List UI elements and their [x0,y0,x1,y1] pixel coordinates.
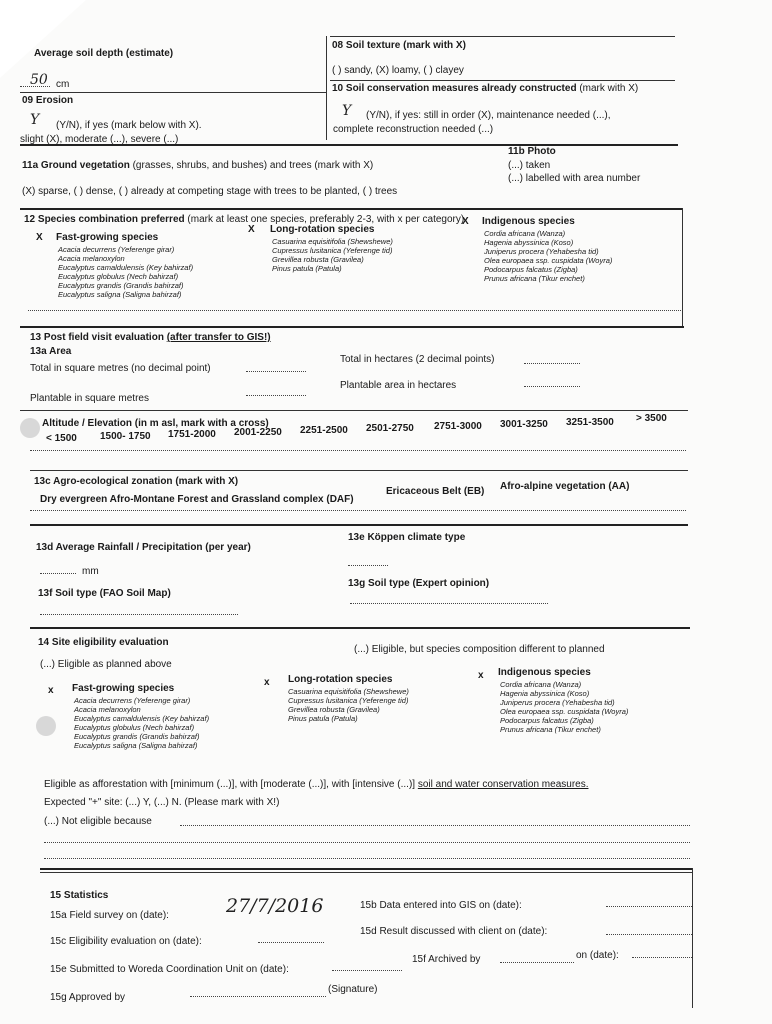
s13c-daf: Dry evergreen Afro-Montane Forest and Grassland complex (DAF) [40,494,354,505]
list-item: Eucalyptus globulus (Nech bahirzaf) [74,723,195,732]
s12-long-list [272,237,393,273]
list-item: Casuarina equisitifolia (Shewshewe) [288,687,409,696]
s11b-label: 11b Photo [508,146,556,157]
s14-fast-x: x [48,685,54,696]
list-item: Eucalyptus camaldulensis (Key bahirzaf) [58,263,194,272]
s13b-range: 1500- 1750 [100,431,151,442]
list-item: Prunus africana (Tikur enchet) [500,725,601,734]
s15a-label: 15a Field survey on (date): [50,910,169,921]
s10-label: 10 Soil conservation measures already constructed (mark with X) [332,83,639,94]
s13b-range: > 3500 [636,413,667,424]
s08-label: 08 Soil texture (mark with X) [332,40,466,51]
s13b-range: 2251-2500 [300,425,348,436]
list-item: Pinus patula (Patula) [288,714,358,723]
s13-total-ha: Total in hectares (2 decimal points) [340,354,495,365]
s14-indig-x: x [478,670,484,681]
s15c-label: 15c Eligibility evaluation on (date): [50,936,202,947]
list-item: Acacia melanoxylon [58,254,125,263]
s14-fast-title: Fast-growing species [72,683,175,694]
s13b-range: 2001-2250 [234,427,282,438]
list-item: Eucalyptus grandis (Grandis bahirzaf) [58,281,184,290]
s12-long-x: X [248,224,255,235]
s12-indig-list [484,229,612,283]
s13-plant-ha: Plantable area in hectares [340,380,457,391]
s13b-range: 2501-2750 [366,423,414,434]
s07-value: 50 [30,72,48,88]
s12-long-title: Long-rotation species [270,224,375,235]
s15e-label: 15e Submitted to Woreda Coordination Unit on (date): [50,964,289,975]
s13c-eb: Ericaceous Belt (EB) [386,486,485,497]
list-item: Grevillea robusta (Gravilea) [272,255,364,264]
list-item: Casuarina equisitifolia (Shewshewe) [272,237,393,246]
list-item: Pinus patula (Patula) [272,264,342,273]
s07-label: Average soil depth (estimate) [34,48,174,59]
s13-total-m2: Total in square metres (no decimal point) [30,363,211,374]
list-item: Acacia decurrens (Yeferenge girar) [58,245,175,254]
s13b-range: 3251-3500 [566,417,614,428]
s13f-label: 13f Soil type (FAO Soil Map) [38,588,171,599]
s10-line1: (Y/N), if yes: still in order (X), maintenance needed (...), [366,110,611,121]
s15g-signature: (Signature) [328,984,378,995]
s14-planned: (...) Eligible as planned above [40,659,172,670]
s13d-unit: mm [82,566,99,577]
list-item: Cupressus lusitanica (Yeferenge tid) [272,246,393,255]
s13d-label: 13d Average Rainfall / Precipitation (per year) [36,542,251,553]
folded-corner [0,0,86,78]
s13e-label: 13e Köppen climate type [348,532,466,543]
s11a-label: 11a Ground vegetation (grasses, shrubs, and bushes) and trees (mark with X) [22,160,374,171]
list-item: Podocarpus falcatus (Zigba) [484,265,578,274]
s13b-range: 1751-2000 [168,429,216,440]
s13c-label: 13c Agro-ecological zonation (mark with X) [34,476,239,487]
s15f-on: on (date): [576,950,619,961]
s09-label: 09 Erosion [22,95,74,106]
s14-indig-title: Indigenous species [498,667,591,678]
s14-fast-list [74,696,209,750]
s15-title: 15 Statistics [50,890,109,901]
s14-afforestation: Eligible as afforestation with [minimum (...)], with [moderate (...)], with [intensive (...)] soil and water conservation measures. [44,779,589,790]
list-item: Prunus africana (Tikur enchet) [484,274,585,283]
s09-options: slight (X), moderate (...), severe (...) [20,134,179,145]
s13a-label: 13a Area [30,346,72,357]
s13b-range: 3001-3250 [500,419,548,430]
list-item: Eucalyptus camaldulensis (Key bahirzaf) [74,714,210,723]
list-item: Olea europaea ssp. cuspidata (Woyra) [500,707,629,716]
s12-label: 12 Species combination preferred (mark at least one species, preferably 2-3, with x per category) [24,214,465,225]
punch-hole [20,418,40,438]
s14-label: 14 Site eligibility evaluation [38,637,169,648]
s10-line2: complete reconstruction needed (...) [333,124,494,135]
s14-long-list [288,687,409,723]
list-item: Juniperus procera (Yehabesha tid) [484,247,599,256]
s15d-label: 15d Result discussed with client on (date): [360,926,548,937]
s12-fast-list [58,245,193,299]
s12-indig-x: X [462,216,469,227]
s07-unit: cm [56,79,70,90]
s11b-taken: (...) taken [508,160,551,171]
list-item: Juniperus procera (Yehabesha tid) [500,698,615,707]
s14-long-title: Long-rotation species [288,674,393,685]
s12-fast-title: Fast-growing species [56,232,159,243]
s15g-label: 15g Approved by [50,992,126,1003]
list-item: Eucalyptus grandis (Grandis bahirzaf) [74,732,200,741]
s08-options: ( ) sandy, (X) loamy, ( ) clayey [332,65,464,76]
list-item: Cupressus lusitanica (Yeferenge tid) [288,696,409,705]
s15a-value: 27/7/2016 [226,895,324,917]
list-item: Hagenia abyssinica (Koso) [484,238,574,247]
list-item: Eucalyptus globulus (Nech bahirzaf) [58,272,179,281]
s09-value: Y [30,112,40,128]
s11a-options: (X) sparse, ( ) dense, ( ) already at competing stage with trees to be planted, ( ) trees [22,186,398,197]
s14-indig-list [500,680,628,734]
s14-not-eligible: (...) Not eligible because [44,816,152,827]
list-item: Podocarpus falcatus (Zigba) [500,716,594,725]
s15b-label: 15b Data entered into GIS on (date): [360,900,522,911]
list-item: Acacia melanoxylon [74,705,141,714]
s13-plant-m2: Plantable in square metres [30,393,149,404]
s13b-range: < 1500 [46,433,77,444]
list-item: Acacia decurrens (Yeferenge girar) [74,696,191,705]
list-item: Cordia africana (Wanza) [500,680,582,689]
s09-question: (Y/N), if yes (mark below with X). [56,120,202,131]
s13-title: 13 Post field visit evaluation (after transfer to GIS!) [30,332,271,343]
s13b-range: 2751-3000 [434,421,482,432]
list-item: Eucalyptus saligna (Saligna bahirzaf) [74,741,198,750]
list-item: Olea europaea ssp. cuspidata (Woyra) [484,256,613,265]
s14-different: (...) Eligible, but species composition different to planned [354,644,605,655]
s11b-labelled: (...) labelled with area number [508,173,641,184]
s13g-label: 13g Soil type (Expert opinion) [348,578,490,589]
s15f-label: 15f Archived by [412,954,481,965]
s13c-aa: Afro-alpine vegetation (AA) [500,481,630,492]
punch-hole [36,716,56,736]
s12-indig-title: Indigenous species [482,216,575,227]
list-item: Cordia africana (Wanza) [484,229,566,238]
list-item: Eucalyptus saligna (Saligna bahirzaf) [58,290,182,299]
s13b-label: Altitude / Elevation (in m asl, mark with a cross) [42,418,269,429]
s12-fast-x: X [36,232,43,243]
rule [330,36,675,37]
list-item: Grevillea robusta (Gravilea) [288,705,380,714]
s14-long-x: x [264,677,270,688]
list-item: Hagenia abyssinica (Koso) [500,689,590,698]
s14-expected: Expected "+" site: (...) Y, (...) N. (Please mark with X!) [44,797,280,808]
s10-value: Y [342,103,352,119]
